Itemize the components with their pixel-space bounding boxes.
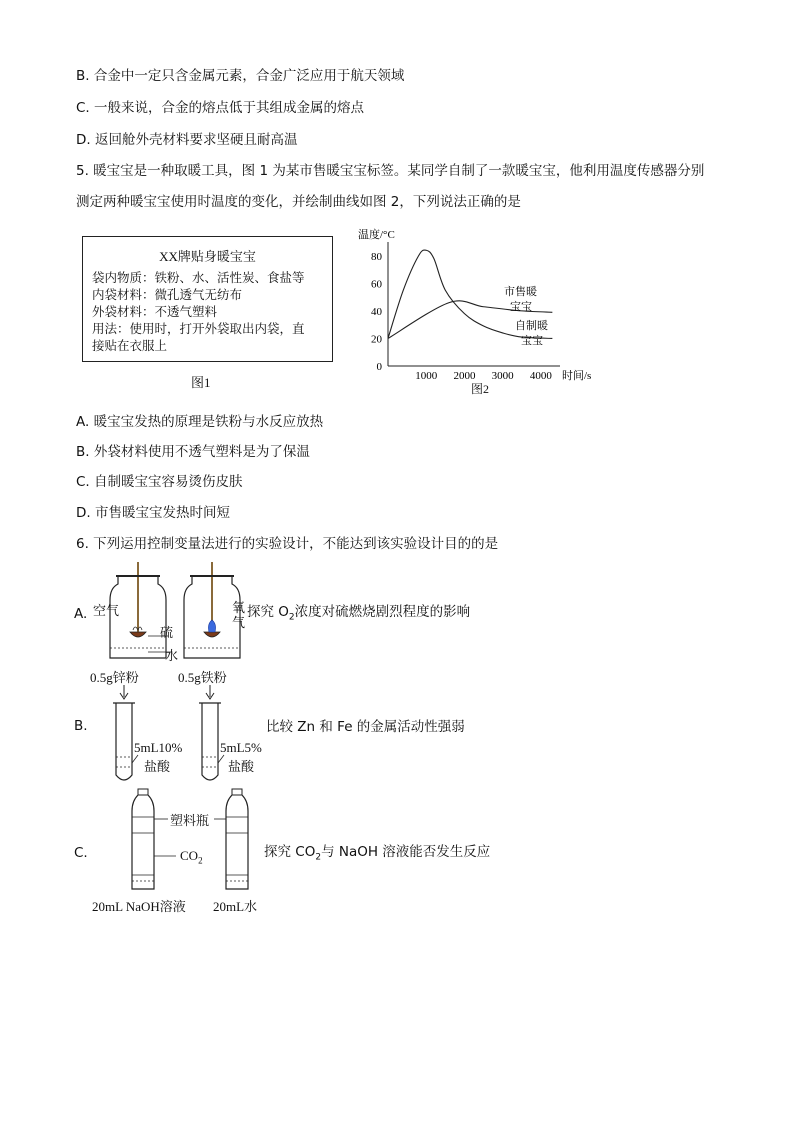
- x-axis-label: 时间/s: [562, 370, 592, 382]
- q6-c-co2-label: $CO_2$: [180, 848, 203, 866]
- series-commercial-label-l2: 宝宝: [510, 301, 532, 313]
- q6-b-acid2-l1: 5mL5%: [220, 740, 262, 755]
- q6-c-bottle-label: 塑料瓶: [170, 813, 210, 828]
- q4-option-d: D. 返回舱外壳材料要求坚硬且耐高温: [76, 132, 298, 148]
- fig2-chart: [350, 222, 610, 392]
- fig1-caption: 图1: [191, 375, 211, 390]
- fig1-line5: 接贴在衣服上: [92, 339, 168, 353]
- q6-b-zinc-powder: 0.5g锌粉: [90, 670, 139, 685]
- q6-a-letter: A.: [74, 606, 88, 622]
- fig1-label-box: [82, 236, 333, 362]
- q6-c-water-label: 20mL水: [213, 899, 258, 914]
- q6-c-naoh-label: 20mL NaOH溶液: [92, 899, 186, 914]
- q6-c-description: 探究 $CO_2$与 NaOH 溶液能否发生反应: [264, 844, 491, 863]
- y-tick-label: 0: [376, 361, 382, 373]
- q6-c-plastic-bottles: [120, 787, 270, 897]
- q6-b-acid1-l2: 盐酸: [144, 759, 171, 774]
- fig1-line4: 用法：使用时，打开外袋取出内袋，直: [92, 322, 305, 336]
- series-homemade-label-l1: 自制暖: [515, 320, 548, 332]
- q6-b-description: 比较 Zn 和 Fe 的金属活动性强弱: [266, 719, 465, 735]
- q5-option-a: A. 暖宝宝发热的原理是铁粉与水反应放热: [76, 414, 324, 430]
- q6-b-acid2-l2: 盐酸: [228, 759, 255, 774]
- q6-a-oxygen: 氧气: [232, 600, 246, 630]
- y-tick-label: 80: [371, 250, 382, 263]
- fig1-line2: 内袋材料：微孔透气无纺布: [92, 288, 243, 302]
- y-axis-label: 温度/°C: [358, 229, 395, 241]
- q6-b-acid1-l1: 5mL10%: [134, 740, 183, 755]
- q6-b-letter: B.: [74, 718, 88, 734]
- y-tick-label: 40: [371, 305, 382, 318]
- x-tick-label: 2000: [453, 370, 476, 382]
- q6-stem: 6. 下列运用控制变量法进行的实验设计，不能达到该实验设计目的的是: [76, 536, 499, 552]
- series-homemade-label-l2: 宝宝: [521, 335, 543, 347]
- x-tick-label: 1000: [415, 370, 438, 382]
- q5-option-c: C. 自制暖宝宝容易烫伤皮肤: [76, 474, 243, 490]
- q6-a-water: 水: [165, 648, 179, 663]
- q5-stem-line2: 测定两种暖宝宝使用时温度的变化，并绘制曲线如图 2，下列说法正确的是: [76, 194, 521, 210]
- q5-option-b: B. 外袋材料使用不透气塑料是为了保温: [76, 444, 310, 460]
- series-commercial-label-l1: 市售暖: [504, 286, 537, 298]
- x-tick-label: 4000: [529, 370, 552, 382]
- x-tick-label: 3000: [491, 370, 514, 382]
- q5-option-d: D. 市售暖宝宝发热时间短: [76, 505, 230, 521]
- q4-option-c: C. 一般来说，合金的熔点低于其组成金属的熔点: [76, 100, 365, 116]
- q6-b-iron-powder: 0.5g铁粉: [178, 670, 227, 685]
- q6-a-description: 探究 $O_2$浓度对硫燃烧剧烈程度的影响: [247, 604, 471, 623]
- fig1-line1: 袋内物质：铁粉、水、活性炭、食盐等: [92, 271, 305, 285]
- q6-a-sulfur: 硫: [160, 625, 174, 640]
- q5-stem-line1: 5. 暖宝宝是一种取暖工具，图 1 为某市售暖宝宝标签。某同学自制了一款暖宝宝，他利用温度传感器分别: [76, 163, 705, 179]
- fig1-line3: 外袋材料：不透气塑料: [92, 305, 218, 319]
- q4-option-b: B. 合金中一定只含金属元素，合金广泛应用于航天领域: [76, 68, 405, 84]
- fig2-caption: 图2: [471, 382, 490, 396]
- y-tick-label: 60: [371, 278, 382, 291]
- q6-a-air-l1: 空气: [93, 603, 120, 618]
- y-tick-label: 20: [371, 333, 382, 346]
- q6-c-letter: C.: [74, 845, 88, 861]
- fig1-title: XX牌贴身暖宝宝: [159, 249, 256, 264]
